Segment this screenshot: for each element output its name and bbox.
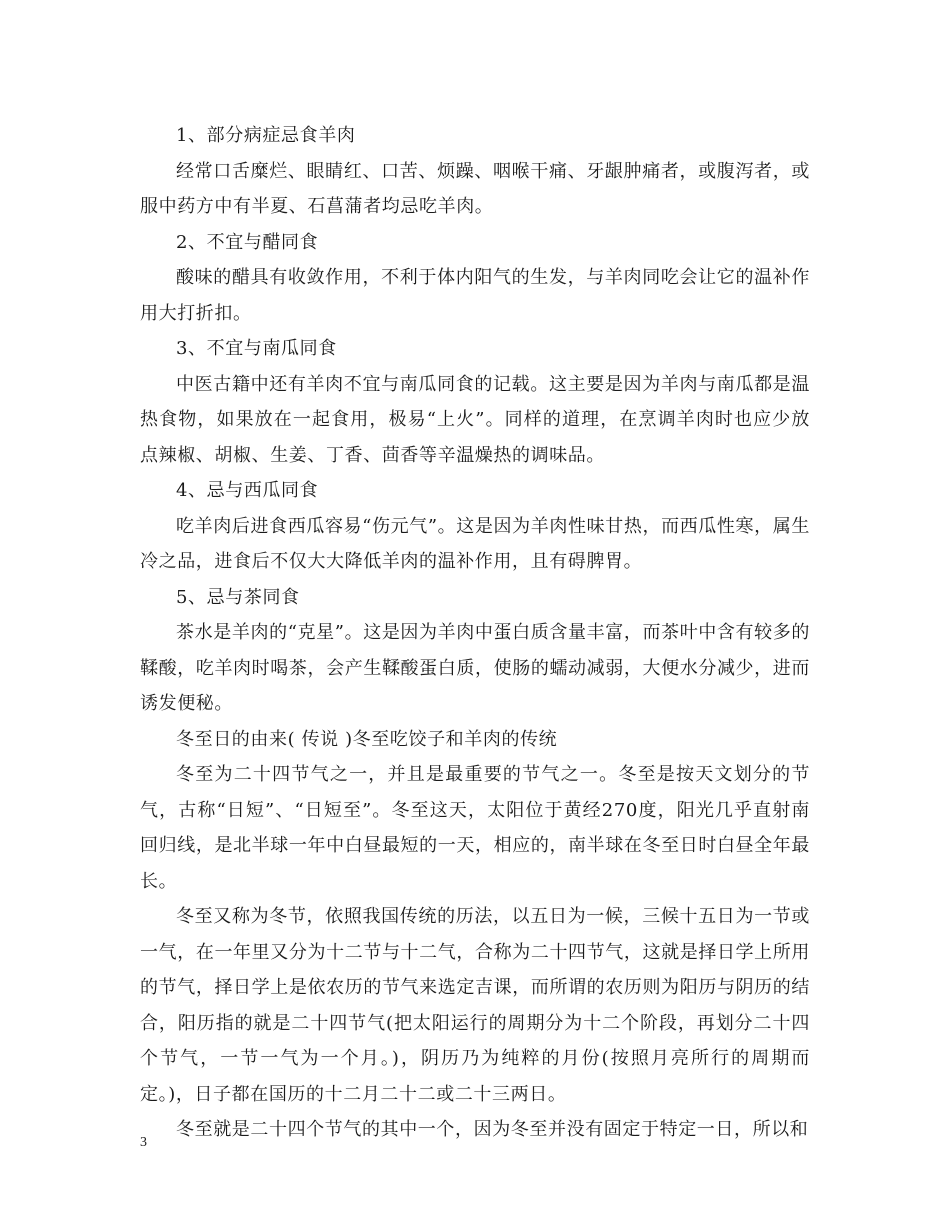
paragraph-solstice-calendar: 冬至又称为冬节，依照我国传统的历法，以五日为一候，三候十五日为一节或一气，在一年里又分为十二节与十二气，合称为二十四节气，这就是择日学上所用的节气，择日学上是依农历的节气来选定吉课，而所谓的农历则为阳历与阴历的结合，阳历指的就是二十四节气(把太阳运行的周期分为十二个阶段，再划分二十四个节气，一节一气为一个月。)，阴历乃为纯粹的月份(按照月亮所行的周期而定。)，日子都在国历的十二月二十二或二十三两日。 (140, 906, 810, 1105)
paragraph-vinegar-detail: 酸味的醋具有收敛作用，不利于体内阳气的生发，与羊肉同吃会让它的温补作用大打折扣。 (140, 267, 810, 324)
heading-4-watermelon: 4、忌与西瓜同食 (176, 480, 319, 501)
paragraph-solstice-intro: 冬至为二十四节气之一，并且是最重要的节气之一。冬至是按天文划分的节气，古称“日短”、“日短至”。冬至这天，太阳位于黄经270度，阳光几乎直射南回归线，是北半球一年中白昼最短的一天，相应的，南半球在冬至日时白昼全年最长。 (140, 764, 810, 892)
heading-2-vinegar: 2、不宜与醋同食 (176, 231, 319, 253)
heading-1-mutton-illness: 1、部分病症忌食羊肉 (176, 125, 356, 146)
paragraph-illness-detail: 经常口舌糜烂、眼睛红、口苦、烦躁、咽喉干痛、牙龈肿痛者，或腹泻者，或服中药方中有半夏、石菖蒲者均忌吃羊肉。 (140, 160, 810, 217)
paragraph-watermelon-detail: 吃羊肉后进食西瓜容易“伤元气”。这是因为羊肉性味甘热，而西瓜性寒，属生冷之品，进食后不仅大大降低羊肉的温补作用，且有碍脾胃。 (140, 515, 810, 572)
document-body (140, 118, 810, 1148)
paragraph-pumpkin-detail: 中医古籍中还有羊肉不宜与南瓜同食的记载。这主要是因为羊肉与南瓜都是温热食物，如果放在一起食用，极易“上火”。同样的道理，在烹调羊肉时也应少放点辣椒、胡椒、生姜、丁香、茴香等辛温燥热的调味品。 (140, 373, 810, 466)
heading-5-tea: 5、忌与茶同食 (176, 586, 300, 608)
heading-winter-solstice-origin: 冬至日的由来( 传说 )冬至吃饺子和羊肉的传统 (176, 728, 558, 750)
paragraph-tea-detail: 茶水是羊肉的“克星”。这是因为羊肉中蛋白质含量丰富，而茶叶中含有较多的鞣酸，吃羊肉时喝茶，会产生鞣酸蛋白质，使肠的蠕动减弱，大便水分减少，进而诱发便秘。 (140, 622, 810, 714)
page-number: 3 (140, 1135, 147, 1150)
heading-3-pumpkin: 3、不宜与南瓜同食 (176, 338, 337, 359)
paragraph-solstice-continued: 冬至就是二十四个节气的其中一个，因为冬至并没有固定于特定一日，所以和 (176, 1119, 809, 1140)
